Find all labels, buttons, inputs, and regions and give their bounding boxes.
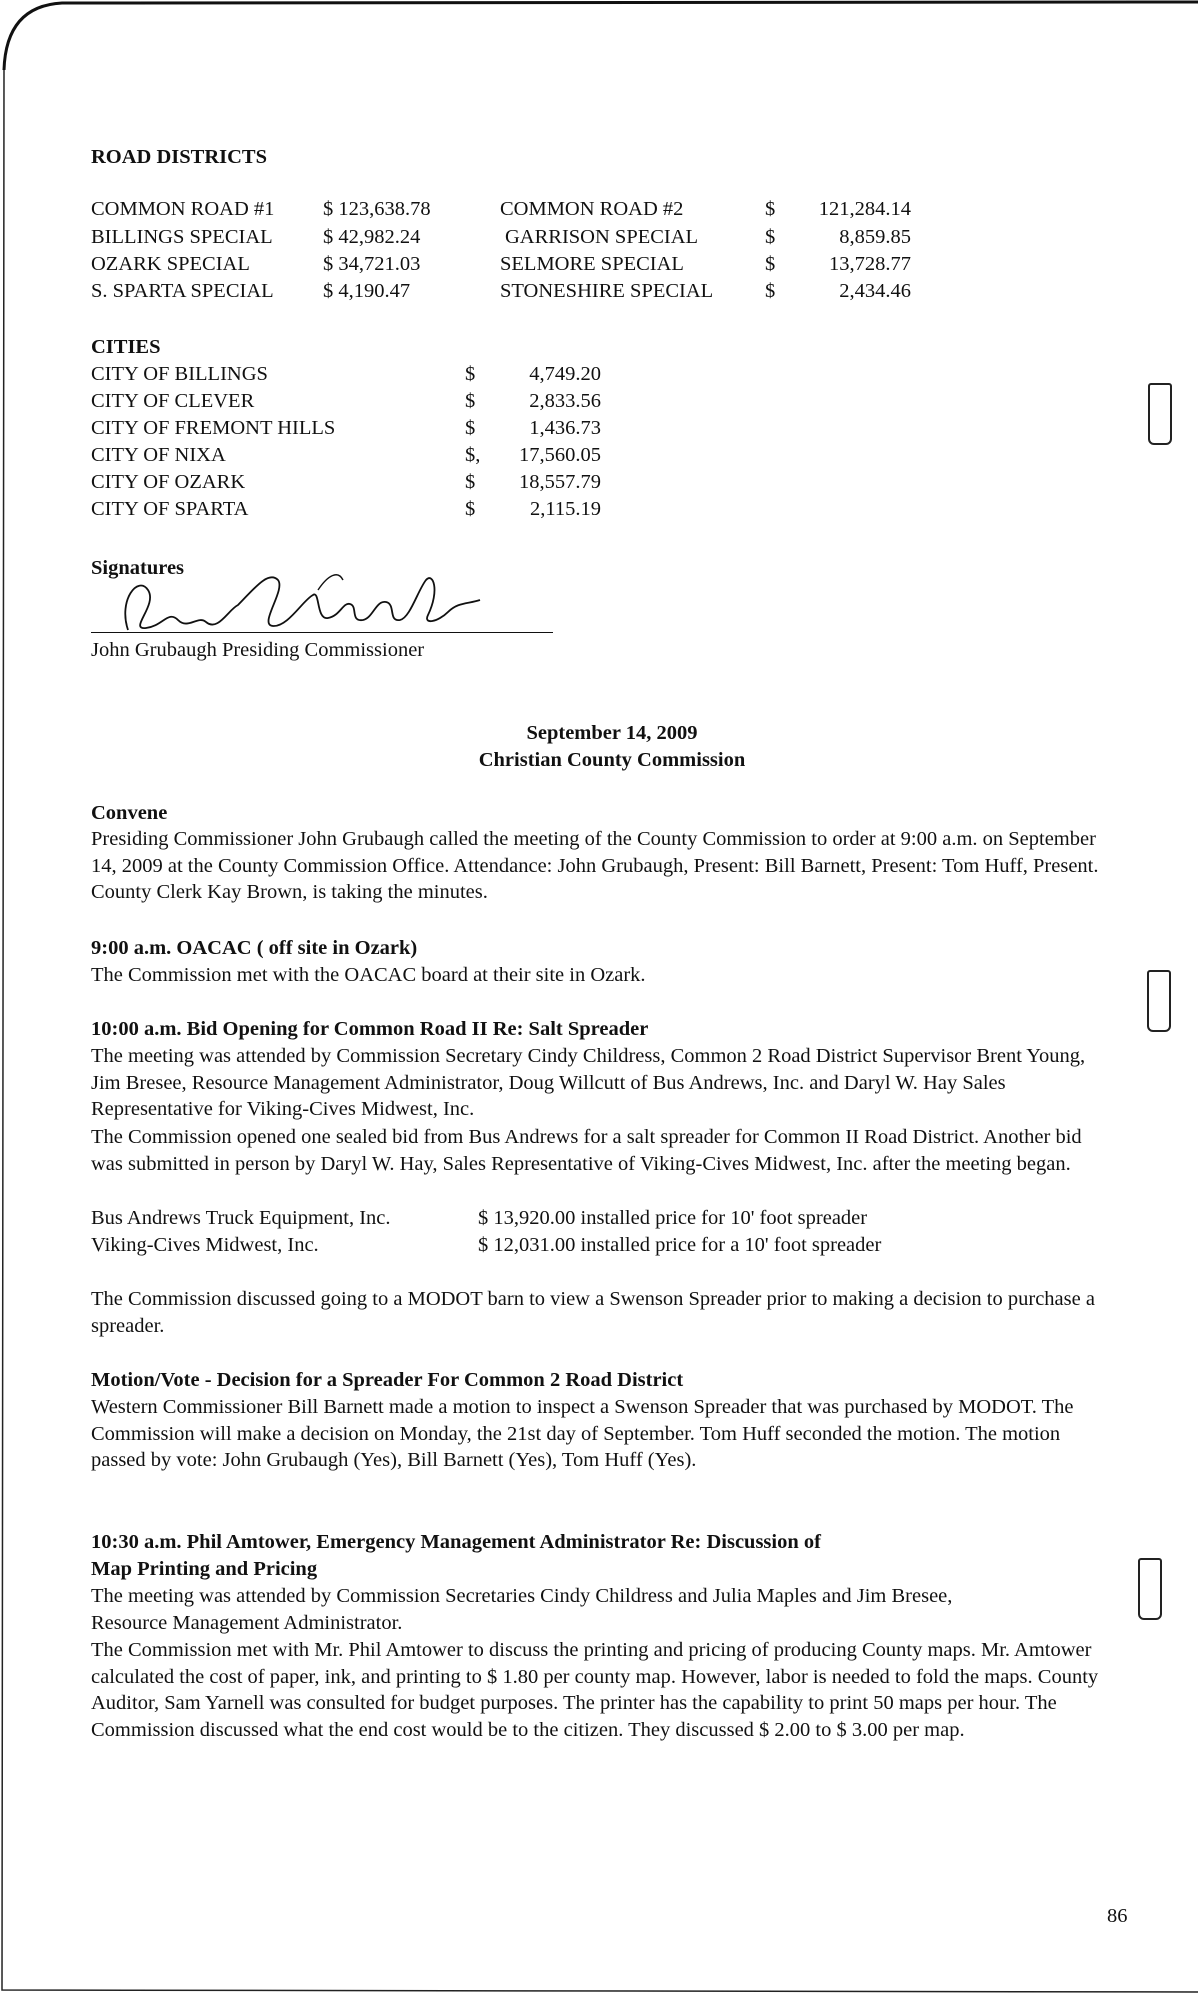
city-name: CITY OF BILLINGS: [91, 363, 268, 385]
amtower-description-text: The Commission met with Mr. Phil Amtower to discuss the printing and pricing of producing County maps. Mr. Amtower calculated the cost of paper, ink, and printing to $ 1.80 per county map. However, labor is needed to fold the maps. County Auditor, Sam Yarnell was consulted for budget purposes. The printer has the capability to print 50 maps per hour. The Commission discussed what the end cost would be to the citizen. They discussed $ 2.00 to $ 3.00 per map.: [91, 1639, 1099, 1741]
city-name: CITY OF CLEVER: [91, 390, 255, 412]
district-name: COMMON ROAD #2: [500, 198, 684, 220]
district-name: BILLINGS SPECIAL: [91, 226, 273, 248]
section-title-motion: Motion/Vote - Decision for a Spreader For Common 2 Road District: [91, 1369, 684, 1391]
district-name: COMMON ROAD #1: [91, 198, 275, 220]
section-title-oacac: 9:00 a.m. OACAC ( off site in Ozark): [91, 937, 418, 959]
binding-mark: [1147, 970, 1171, 1032]
district-amount: 2,434.46: [839, 280, 911, 302]
dollar-sign: $: [765, 280, 776, 302]
district-amount: 121,284.14: [818, 198, 911, 220]
city-amount: 4,749.20: [529, 363, 601, 385]
district-amount: $ 123,638.78: [323, 198, 431, 220]
dollar-sign: $: [765, 226, 776, 248]
road-districts-heading: ROAD DISTRICTS: [91, 146, 268, 168]
signer-caption: John Grubaugh Presiding Commissioner: [91, 639, 425, 661]
dollar-sign: $: [465, 390, 476, 412]
city-row: [91, 388, 791, 415]
cities-heading: CITIES: [91, 336, 161, 358]
bid-attendance-text: The meeting was attended by Commission Secretary Cindy Childress, Common 2 Road District Supervisor Brent Young, Jim Bresee, Resource Management Administrator, Doug Willcutt of Bus Andrews, Inc. and Daryl W. Hay Sales Representative for Viking-Cives Midwest, Inc.: [91, 1045, 1086, 1120]
page-number: 86: [1107, 1905, 1128, 1927]
city-name: CITY OF OZARK: [91, 471, 246, 493]
district-name: GARRISON SPECIAL: [505, 226, 699, 248]
bid-price: $ 12,031.00 installed price for a 10' foot spreader: [478, 1234, 882, 1256]
city-amount: 1,436.73: [529, 417, 601, 439]
dollar-sign: $: [465, 471, 476, 493]
district-amount: 13,728.77: [829, 253, 911, 275]
city-name: CITY OF FREMONT HILLS: [91, 417, 336, 439]
motion-text: Western Commissioner Bill Barnett made a motion to inspect a Swenson Spreader that was purchased by MODOT. The Commission will make a decision on Monday, the 21st day of September. Tom Huff seconded the motion. The motion passed by vote: John Grubaugh (Yes), Bill Barnett (Yes), Tom Huff (Yes).: [91, 1396, 1074, 1471]
city-name: CITY OF SPARTA: [91, 498, 249, 520]
meeting-date: September 14, 2009: [526, 722, 698, 744]
meeting-body: Christian County Commission: [478, 749, 746, 771]
bid-description-text: The Commission opened one sealed bid from Bus Andrews for a salt spreader for Common II Road District. Another bid was submitted in person by Daryl W. Hay, Sales Representative of Viking-Cives Midwest, Inc. after the meeting began.: [91, 1126, 1082, 1175]
dollar-sign: $: [765, 253, 776, 275]
district-name: SELMORE SPECIAL: [500, 253, 684, 275]
section-title-bid: 10:00 a.m. Bid Opening for Common Road II Re: Salt Spreader: [91, 1018, 649, 1040]
binding-mark: [1138, 1558, 1162, 1620]
bid-price: $ 13,920.00 installed price for 10' foot spreader: [478, 1207, 868, 1229]
district-amount: $ 42,982.24: [323, 226, 421, 248]
section-title-convene: Convene: [91, 802, 168, 824]
binding-mark: [1148, 383, 1172, 445]
bid-vendor: Bus Andrews Truck Equipment, Inc.: [91, 1207, 391, 1229]
district-name: S. SPARTA SPECIAL: [91, 280, 274, 302]
district-amount: $ 34,721.03: [323, 253, 421, 275]
amtower-attendance-text: The meeting was attended by Commission Secretaries Cindy Childress and Julia Maples and Jim Bresee, Resource Management Administrator.: [91, 1585, 953, 1634]
signature-line: [91, 632, 553, 633]
city-row: [91, 442, 791, 469]
district-name: OZARK SPECIAL: [91, 253, 250, 275]
city-row: [91, 469, 791, 496]
road-district-row: [91, 278, 991, 305]
bid-vendor: Viking-Cives Midwest, Inc.: [91, 1234, 319, 1256]
district-amount: 8,859.85: [839, 226, 911, 248]
city-row: [91, 361, 791, 388]
oacac-text: The Commission met with the OACAC board at their site in Ozark.: [91, 964, 646, 986]
bid-discussion-text: The Commission discussed going to a MODOT barn to view a Swenson Spreader prior to making a decision to purchase a spreader.: [91, 1288, 1095, 1337]
dollar-sign: $: [465, 417, 476, 439]
road-district-row: [91, 196, 991, 223]
section-title-amtower-cont: Map Printing and Pricing: [91, 1558, 318, 1580]
city-row: [91, 496, 791, 523]
district-name: STONESHIRE SPECIAL: [500, 280, 714, 302]
city-amount: 18,557.79: [519, 471, 601, 493]
city-amount: 2,833.56: [529, 390, 601, 412]
signatures-heading: Signatures: [91, 557, 185, 579]
road-district-row: [91, 224, 991, 251]
city-row: [91, 415, 791, 442]
convene-text: Presiding Commissioner John Grubaugh called the meeting of the County Commission to order at 9:00 a.m. on September 14, 2009 at the County Commission Office. Attendance: John Grubaugh, Present: Bill Barnett, Present: Tom Huff, Present. County Clerk Kay Brown, is taking the minutes.: [91, 828, 1099, 903]
dollar-sign: $: [765, 198, 776, 220]
city-amount: 17,560.05: [519, 444, 601, 466]
city-name: CITY OF NIXA: [91, 444, 226, 466]
section-title-amtower: 10:30 a.m. Phil Amtower, Emergency Management Administrator Re: Discussion of: [91, 1531, 821, 1553]
dollar-sign: $: [465, 363, 476, 385]
district-amount: $ 4,190.47: [323, 280, 411, 302]
city-amount: 2,115.19: [530, 498, 601, 520]
dollar-sign: $,: [465, 444, 481, 466]
dollar-sign: $: [465, 498, 476, 520]
road-district-row: [91, 251, 991, 278]
